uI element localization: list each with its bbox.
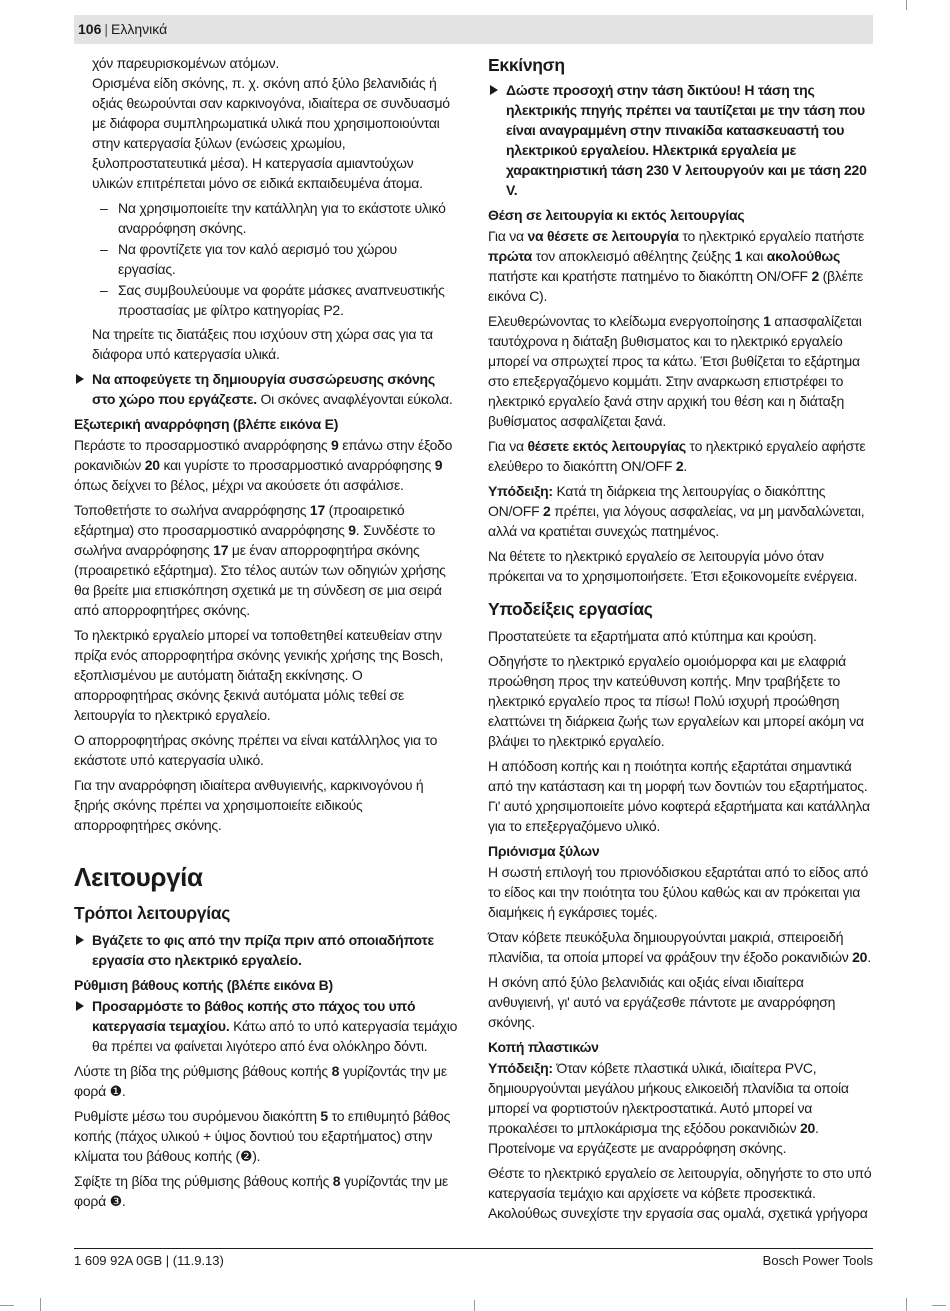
paragraph: Όταν κόβετε πευκόξυλα δημιουργούνται μακριά, σπειροειδή πλανίδια, τα οποία μπορεί να φράξουν την έξοδο ροκανιδιών 20. [488,929,871,965]
warning-item [74,996,458,1056]
dash-text: Να φροντίζετε για τον καλό αερισμό του χώρου εργασίας. [118,241,397,277]
paragraph: Περάστε το προσαρμοστικό αναρρόφησης 9 επάνω στην έξοδο ροκανιδιών 20 και γυρίστε το προσαρμοστικό αναρρόφησης 9 όπως δείχνει το βέλος, μέχρι να ακούσετε ότι ασφάλισε. [74,437,453,493]
crop-mark [906,0,907,10]
warning-triangle-icon [76,374,84,384]
right-column [488,53,873,1228]
dash-mark: – [100,200,108,216]
warning-bold: Προσαρμόστε το βάθος κοπής στο πάχος του υπό κατεργασία τεμαχίου. [92,998,416,1034]
paragraph: Ο απορροφητήρας σκόνης πρέπει να είναι κατάλληλος για το εκάστοτε υπό κατεργασία υλικό. [74,732,438,768]
section-subheading: Υποδείξεις εργασίας [488,599,653,619]
dash-item [74,239,458,279]
step-3-icon: ❸ [109,1193,122,1209]
subheading: Κοπή πλαστικών [488,1039,599,1055]
paragraph: Σφίξτε τη βίδα της ρύθμισης βάθους κοπής 8 γυρίζοντάς την με φορά ❸. [74,1173,449,1209]
paragraph: Να θέτετε το ηλεκτρικό εργαλείο σε λειτουργία μόνο όταν πρόκειται να το χρησιμοποιήσετε. Έτσι εξοικονομείτε ενέργεια. [488,548,858,584]
step-2-icon: ❷ [239,1148,253,1164]
warning-item [488,80,873,200]
warning-text: Οι σκόνες αναφλέγονται εύκολα. [256,391,453,407]
footer-doc-code: 1 609 92A 0GB | (11.9.13) [74,1253,224,1268]
paragraph: Η σκόνη από ξύλο βελανιδιάς και οξιάς είναι ιδιαίτερα ανθυγιεινή, γι' αυτό να εργάζεσθε πάντοτε με αναρρόφηση σκόνης. [488,974,836,1030]
paragraph: Προστατεύετε τα εξαρτήματα από κτύπημα και κρούση. [488,628,817,644]
warning-bold: Βγάζετε το φις από την πρίζα πριν από οποιαδήποτε εργασία στο ηλεκτρικό εργαλείο. [92,932,434,968]
intro-block [74,53,458,193]
crop-mark [906,1298,907,1311]
warning-bold: Δώστε προσοχή στην τάση δικτύου! Η τάση της ηλεκτρικής πηγής πρέπει να ταυτίζεται με την τάση που είναι αναγραμμένη στην πινακίδα κατασκευαστή του ηλεκτρικού εργαλείου. Ηλεκτρικά εργαλεία με χαρακτηριστική τάση 230 V λειτουργούν και με τάση 220 V. [506,82,867,198]
dash-mark: – [100,282,108,298]
section-subheading: Τρόποι λειτουργίας [74,903,231,923]
footer-brand: Bosch Power Tools [762,1253,873,1268]
warning-item [74,930,458,970]
warning-item [74,369,458,409]
page-header [74,15,873,44]
paragraph: Για να θέσετε εκτός λειτουργίας το ηλεκτρικό εργαλείο αφήστε ελεύθερο το διακόπτη ON/OFF 2. [488,438,866,474]
paragraph: Η σωστή επιλογή του πριονόδισκου εξαρτάται από το είδος από το είδος και την ποιότητα του ξύλου καθώς και αν πρόκειται για διαμήκεις ή εγκάρσιες τομές. [488,864,868,920]
paragraph: Ορισμένα είδη σκόνης, π. χ. σκόνη από ξύλο βελανιδιάς ή οξιάς θεωρούνται σαν καρκινογόνα, ιδιαίτερα σε συνδυασμό με διάφορα συμπληρωματικά υλικά που χρησιμοποιούνται στην κατεργασία ξύλων (ενώσεις χρωμίου, ξυλοπροστατευτικά μέσα). Η κατεργασία αμιαντούχων υλικών επιτρέπεται μόνο σε ειδικά εκπαιδευμένα άτομα. [92,75,450,191]
paragraph: Η απόδοση κοπής και η ποιότητα κοπής εξαρτάται σημαντικά από την κατάσταση και τη μορφή των δοντιών του εξαρτήματος. Γι' αυτό χρησιμοποιείτε μόνο κοφτερά εξαρτήματα και κατάλληλα για το επεξεργαζόμενο υλικό. [488,758,870,834]
page-number: 106 [78,21,102,37]
subheading: Πριόνισμα ξύλων [488,843,600,859]
paragraph: Λύστε τη βίδα της ρύθμισης βάθους κοπής 8 γυρίζοντάς την με φορά ❶. [74,1063,447,1099]
crop-mark [0,1305,14,1306]
paragraph: Θέστε το ηλεκτρικό εργαλείο σε λειτουργία, οδηγήστε το στο υπό κατεργασία τεμάχιο και αρχίσετε να κόβετε προσεκτικά. Ακολούθως συνεχίστε την εργασία σας ομαλά, σχετικά γρήγορα [488,1165,872,1221]
header-separator: | [104,21,108,37]
warning-text: Κάτω από το υπό κατεργασία τεμάχιο θα πρέπει να φαίνεται λιγότερο από ένα ολόκληρο δόντι. [92,1018,458,1054]
paragraph: Τοποθετήστε το σωλήνα αναρρόφησης 17 (προαιρετικό εξάρτημα) στο προσαρμοστικό αναρρόφησης 9. Συνδέστε το σωλήνα αναρρόφησης 17 με έναν απορροφητήρα σκόνης (προαιρετικό εξάρτημα). Στο τέλος αυτών των οδηγιών χρήσης θα βρείτε μια επισκόπηση σχετικά με τη σύνδεση σε μια σειρά από απορροφητήρες σκόνης. [74,502,446,618]
footer-divider [74,1248,873,1249]
crop-mark [474,1300,475,1311]
subheading: Θέση σε λειτουργία κι εκτός λειτουργίας [488,207,745,223]
step-1-icon: ❶ [109,1083,122,1099]
dash-mark: – [100,241,108,257]
paragraph: Να τηρείτε τις διατάξεις που ισχύουν στη χώρα σας για τα διάφορα υπό κατεργασία υλικά. [92,326,433,362]
section-subheading: Εκκίνηση [488,55,565,75]
paragraph: Υπόδειξη: Όταν κόβετε πλαστικά υλικά, ιδιαίτερα PVC, δημιουργούνται μεγάλου μήκους ελικοειδή πλανίδια τα οποία μπορεί να φορτιστούν ηλεκτροστατικά. Αυτό μπορεί να προκαλέσει το μπλοκάρισμα της εξόδου ροκανιδιών 20. Προτείνομε να εργάζεστε με αναρρόφηση σκόνης. [488,1060,849,1156]
warning-triangle-icon [490,85,498,95]
paragraph: Ρυθμίστε μέσω του συρόμενου διακόπτη 5 το επιθυμητό βάθος κοπής (πάχος υλικού + ύψος δοντιού του εξαρτήματος) στην κλίματα του βάθους κοπής (❷). [74,1108,451,1164]
paragraph: Ελευθερώνοντας το κλείδωμα ενεργοποίησης 1 απασφαλίζεται ταυτόχρονα η διάταξη βυθισματος και το ηλεκτρικό εργαλείο μπορεί να σπρωχτεί προς τα κάτω. Έτσι βυθίζεται το εξάρτημα στο επεξεργαζόμενο κομμάτι. Στην αναρκωση επιστρέφει το ηλεκτρικό εργαλείο ξανά στην αρχική του θέση και η διάταξη βυθίσματος ασφαλίζεται ξανά. [488,313,862,429]
warning-triangle-icon [76,1001,84,1011]
paragraph: Το ηλεκτρικό εργαλείο μπορεί να τοποθετηθεί κατευθείαν στην πρίζα ενός απορροφητήρα σκόνης γενικής χρήσης της Bosch, εξοπλισμένου με αυτόματη διάταξη εκκίνησης. Ο απορροφητήρας σκόνης ξεκινά αυτόματα μόλις τεθεί σε λειτουργία το ηλεκτρικό εργαλείο. [74,627,444,723]
dash-text: Σας συμβουλεύουμε να φοράτε μάσκες αναπνευστικής προστασίας με φίλτρο κατηγορίας P2. [118,282,445,318]
paragraph: Για την αναρρόφηση ιδιαίτερα ανθυγιεινής, καρκινογόνου ή ξηρής σκόνης πρέπει να χρησιμοποιείτε ειδικούς απορροφητήρες σκόνης. [74,777,424,833]
left-column [74,53,458,1216]
paragraph: Υπόδειξη: Κατά τη διάρκεια της λειτουργίας ο διακόπτης ON/OFF 2 πρέπει, για λόγους ασφαλείας, να μη μανδαλώνεται, αλλά να κρατιέται συνεχώς πατημένος. [488,483,865,539]
dash-item [74,280,458,320]
subheading: Εξωτερική αναρρόφηση (βλέπε εικόνα E) [74,416,339,432]
crop-mark [932,1305,946,1306]
warning-bold: Να αποφεύγετε τη δημιουργία συσσώρευσης σκόνης στο χώρο που εργάζεστε. [92,371,435,407]
paragraph: Για να να θέσετε σε λειτουργία το ηλεκτρικό εργαλείο πατήστε πρώτα τον αποκλεισμό αθέλητης ζεύξης 1 και ακολούθως πατήστε και κρατήστε πατημένο το διακόπτη ON/OFF 2 (βλέπε εικόνα C). [488,228,864,304]
header-language: Ελληνικά [111,21,168,37]
warning-triangle-icon [76,935,84,945]
crop-mark [40,1298,41,1311]
dash-text: Να χρησιμοποιείτε την κατάλληλη για το εκάστοτε υλικό αναρρόφηση σκόνης. [118,200,446,236]
subheading: Ρύθμιση βάθους κοπής (βλέπε εικόνα B) [74,977,333,993]
dash-item [74,198,458,238]
paragraph: χόν παρευρισκομένων ατόμων. [92,55,280,71]
section-heading: Λειτουργία [74,862,203,892]
paragraph: Οδηγήστε το ηλεκτρικό εργαλείο ομοιόμορφα και με ελαφριά προώθηση προς την κατεύθυνση κοπής. Μην τραβήξετε το ηλεκτρικό εργαλείο προς τα πίσω! Πολύ ισχυρή προώθηση ελαττώνει τη διάρκεια ζωής των εργαλείων και μπορεί ακόμη να βλάψει το ηλεκτρικό εργαλείο. [488,653,864,749]
